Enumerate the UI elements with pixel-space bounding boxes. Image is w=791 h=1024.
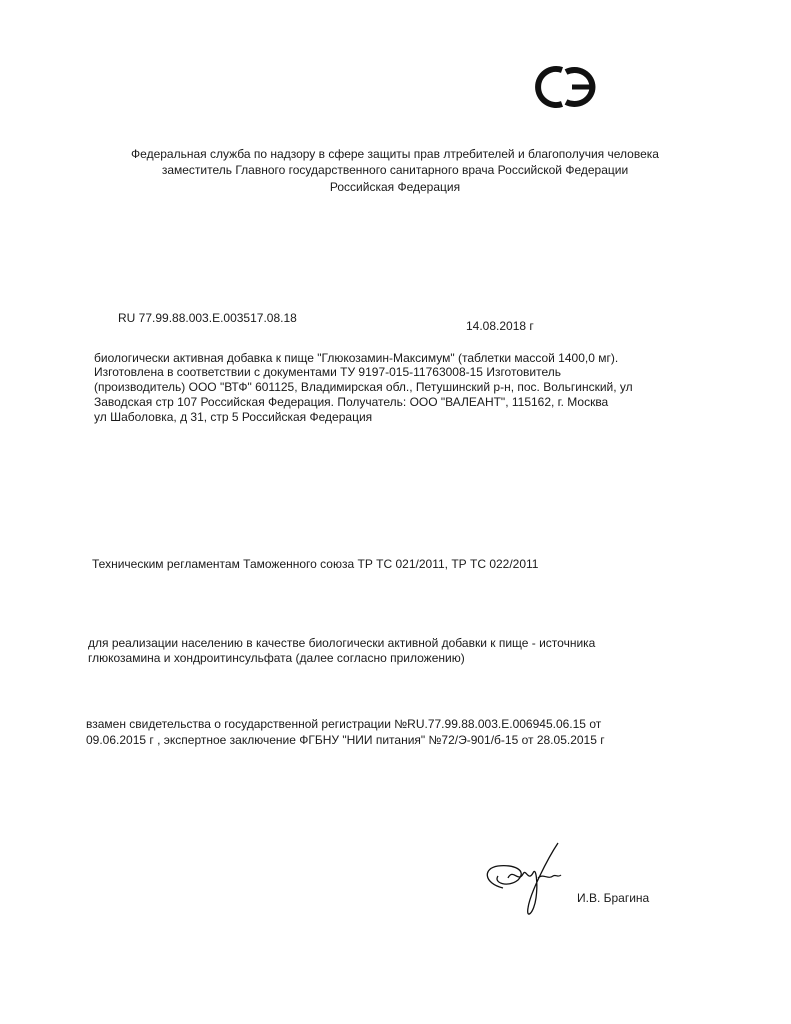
product-line: Изготовлена в соответствии с документами ТУ 9197-015-11763008-15 Изготовитель xyxy=(94,365,561,379)
signature xyxy=(478,838,578,923)
registration-number: RU 77.99.88.003.Е.003517.08.18 xyxy=(118,311,297,325)
header-line-agency: Федеральная служба по надзору в сфере защиты прав лтребителей и благополучия человека xyxy=(131,147,659,161)
product-line: биологически активная добавка к пище "Глюкозамин-Максимум" (таблетки массой 1400,0 мг). xyxy=(94,351,619,365)
usage-line: глюкозамина и хондроитинсульфата (далее согласно приложению) xyxy=(88,651,465,665)
regulations: Техническим регламентам Таможенного союза ТР ТС 021/2011, ТР ТС 022/2011 xyxy=(92,557,539,571)
product-line: Заводская стр 107 Российская Федерация. Получатель: ООО "ВАЛЕАНТ", 115162, г. Москва xyxy=(94,395,609,409)
registration-date: 14.08.2018 г xyxy=(466,319,534,333)
usage-line: для реализации населению в качестве биологически активной добавки к пище - источника xyxy=(88,636,596,650)
product-line: (производитель) ООО "ВТФ" 601125, Владимирская обл., Петушинский р-н, пос. Вольгинский, ул xyxy=(94,380,633,394)
replacement-line: 09.06.2015 г , экспертное заключение ФГБНУ "НИИ питания" №72/Э-901/б-15 от 28.05.2015 г xyxy=(86,733,605,747)
replacement-line: взамен свидетельства о государственной регистрации №RU.77.99.88.003.Е.006945.06.15 от xyxy=(86,717,602,731)
product-line: ул Шаболовка, д 31, стр 5 Российская Федерация xyxy=(94,410,373,424)
header-line-position: заместитель Главного государственного санитарного врача Российской Федерации xyxy=(161,163,629,177)
header-line-country: Российская Федерация xyxy=(329,180,461,194)
signatory-name: И.В. Брагина xyxy=(577,891,650,905)
se-logo xyxy=(532,62,604,112)
